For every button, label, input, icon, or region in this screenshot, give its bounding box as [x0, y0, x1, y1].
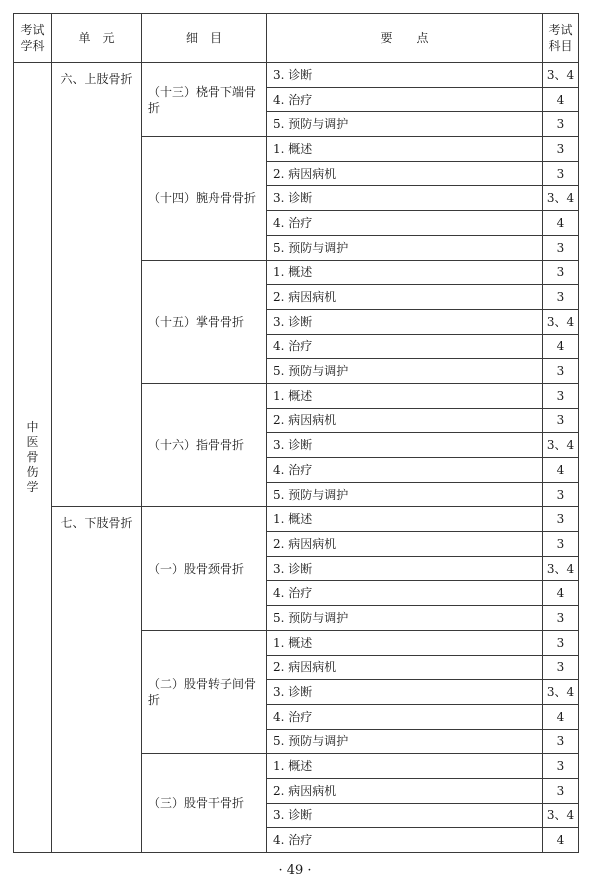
code-cell: 3 [543, 408, 579, 433]
point-cell: 4. 治疗 [267, 334, 543, 359]
point-cell: 3. 诊断 [267, 433, 543, 458]
detail-cell: （三）股骨干骨折 [142, 754, 267, 853]
code-cell: 3、4 [543, 63, 579, 88]
point-cell: 4. 治疗 [267, 211, 543, 236]
code-cell: 3、4 [543, 186, 579, 211]
unit-cell: 六、上肢骨折 [52, 63, 142, 507]
point-cell: 5. 预防与调护 [267, 235, 543, 260]
code-cell: 3 [543, 260, 579, 285]
point-cell: 1. 概述 [267, 630, 543, 655]
code-cell: 3 [543, 112, 579, 137]
header-point: 要 点 [267, 14, 543, 63]
code-cell: 4 [543, 458, 579, 483]
code-cell: 4 [543, 334, 579, 359]
code-cell: 3 [543, 778, 579, 803]
point-cell: 1. 概述 [267, 754, 543, 779]
unit-cell: 七、下肢骨折 [52, 507, 142, 853]
point-cell: 5. 预防与调护 [267, 359, 543, 384]
point-cell: 4. 治疗 [267, 704, 543, 729]
point-cell: 5. 预防与调护 [267, 606, 543, 631]
point-cell: 5. 预防与调护 [267, 112, 543, 137]
code-cell: 3 [543, 532, 579, 557]
header-row [14, 14, 579, 63]
code-cell: 3 [543, 161, 579, 186]
point-cell: 2. 病因病机 [267, 408, 543, 433]
code-cell: 3 [543, 729, 579, 754]
code-cell: 3 [543, 383, 579, 408]
point-cell: 1. 概述 [267, 383, 543, 408]
code-cell: 4 [543, 828, 579, 853]
detail-cell: （一）股骨颈骨折 [142, 507, 267, 630]
point-cell: 3. 诊断 [267, 803, 543, 828]
header-code: 考试科目 [543, 14, 579, 63]
point-cell: 3. 诊断 [267, 680, 543, 705]
point-cell: 3. 诊断 [267, 63, 543, 88]
code-cell: 4 [543, 87, 579, 112]
point-cell: 2. 病因病机 [267, 655, 543, 680]
code-cell: 3 [543, 606, 579, 631]
code-cell: 3 [543, 754, 579, 779]
table-body [14, 63, 579, 853]
point-cell: 2. 病因病机 [267, 532, 543, 557]
code-cell: 3 [543, 655, 579, 680]
code-cell: 3 [543, 359, 579, 384]
detail-cell: （二）股骨转子间骨折 [142, 630, 267, 753]
code-cell: 3 [543, 137, 579, 162]
code-cell: 3、4 [543, 433, 579, 458]
point-cell: 4. 治疗 [267, 828, 543, 853]
code-cell: 3 [543, 482, 579, 507]
point-cell: 4. 治疗 [267, 458, 543, 483]
code-cell: 4 [543, 704, 579, 729]
point-cell: 1. 概述 [267, 507, 543, 532]
header-unit: 单 元 [52, 14, 142, 63]
point-cell: 2. 病因病机 [267, 161, 543, 186]
detail-cell: （十六）指骨骨折 [142, 383, 267, 506]
code-cell: 3 [543, 235, 579, 260]
point-cell: 3. 诊断 [267, 309, 543, 334]
detail-cell: （十五）掌骨骨折 [142, 260, 267, 383]
code-cell: 3、4 [543, 680, 579, 705]
header-detail: 细 目 [142, 14, 267, 63]
syllabus-table [13, 13, 579, 853]
point-cell: 5. 预防与调护 [267, 729, 543, 754]
code-cell: 3、4 [543, 556, 579, 581]
table-row [14, 63, 579, 88]
point-cell: 4. 治疗 [267, 581, 543, 606]
subject-cell [14, 63, 52, 853]
point-cell: 2. 病因病机 [267, 285, 543, 310]
point-cell: 2. 病因病机 [267, 778, 543, 803]
point-cell: 3. 诊断 [267, 556, 543, 581]
point-cell: 1. 概述 [267, 137, 543, 162]
code-cell: 4 [543, 581, 579, 606]
code-cell: 3、4 [543, 803, 579, 828]
table-row [14, 507, 579, 532]
header-subject: 考试学科 [14, 14, 52, 63]
code-cell: 3 [543, 285, 579, 310]
code-cell: 3 [543, 630, 579, 655]
subject-label: 中医骨伤学 [26, 420, 39, 494]
detail-cell: （十四）腕舟骨骨折 [142, 137, 267, 260]
code-cell: 4 [543, 211, 579, 236]
code-cell: 3、4 [543, 309, 579, 334]
point-cell: 3. 诊断 [267, 186, 543, 211]
point-cell: 5. 预防与调护 [267, 482, 543, 507]
code-cell: 3 [543, 507, 579, 532]
page-number: · 49 · [278, 863, 312, 878]
detail-cell: （十三）桡骨下端骨折 [142, 63, 267, 137]
point-cell: 4. 治疗 [267, 87, 543, 112]
point-cell: 1. 概述 [267, 260, 543, 285]
